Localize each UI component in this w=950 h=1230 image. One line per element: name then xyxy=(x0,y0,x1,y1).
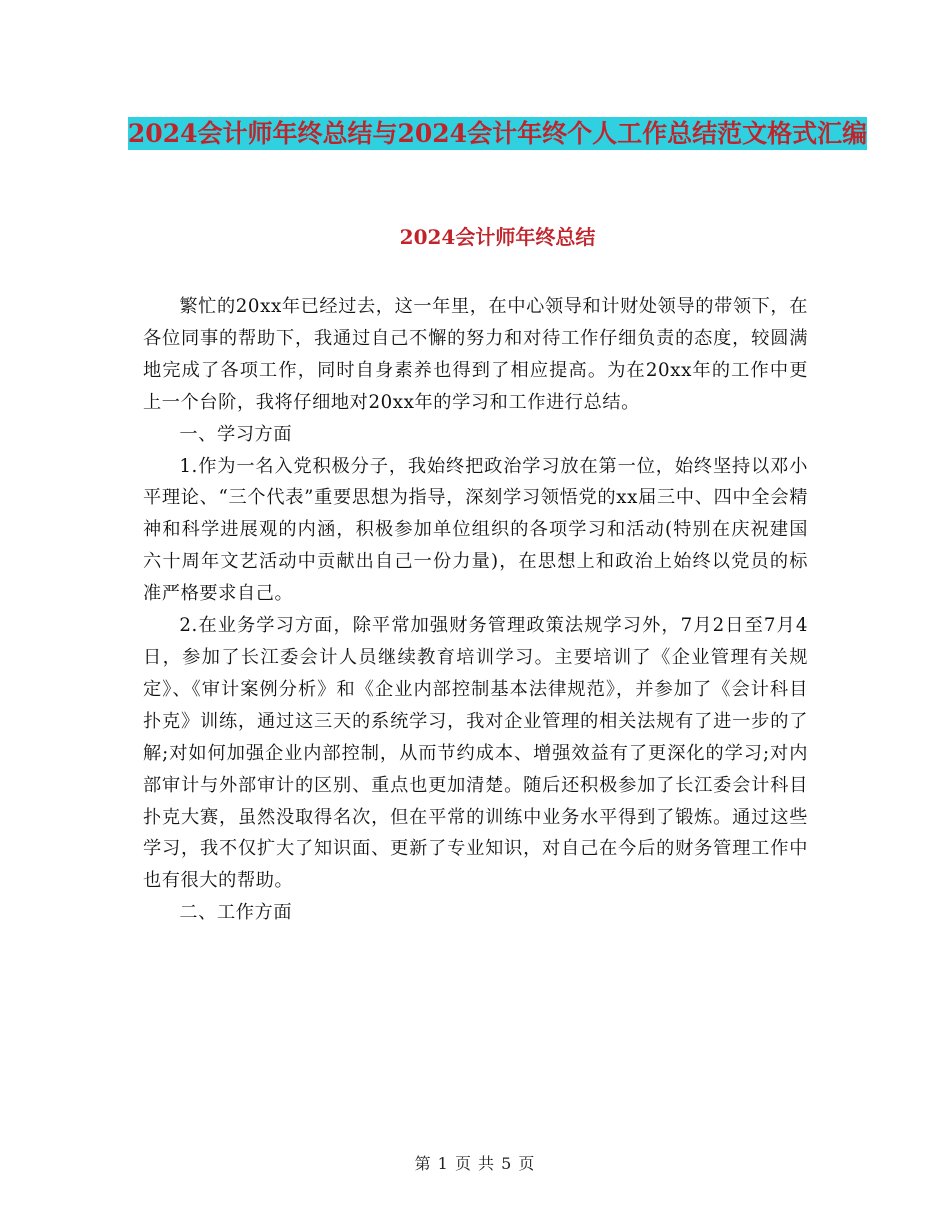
paragraph-study-1: 1.作为一名入党积极分子，我始终把政治学习放在第一位，始终坚持以邓小平理论、“三个代表”重要思想为指导，深刻学习领悟党的xx届三中、四中全会精神和科学进展观的内涵，积极参加单位组织的各项学习和活动(特别在庆祝建国六十周年文艺活动中贡献出自己一份力量)，在思想上和政治上始终以党员的标准严格要求自己。 xyxy=(143,455,808,605)
paragraph-study-2: 2.在业务学习方面，除平常加强财务管理政策法规学习外，7月2日至7月4日，参加了长江委会计人员继续教育培训学习。主要培训了《企业管理有关规定》、《审计案例分析》和《企业内部控制基本法律规范》，并参加了《会计科目扑克》训练，通过这三天的系统学习，我对企业管理的相关法规有了进一步的了解;对如何加强企业内部控制，从而节约成本、增强效益有了更深化的学习;对内部审计与外部审计的区别、重点也更加清楚。随后还积极参加了长江委会计科目扑克大赛，虽然没取得名次，但在平常的训练中业务水平得到了锻炼。通过这些学习，我不仅扩大了知识面、更新了专业知识，对自己在今后的财务管理工作中也有很大的帮助。 xyxy=(143,615,808,892)
heading-study: 一、学习方面 xyxy=(179,423,293,445)
document-title-highlight: 2024会计师年终总结与2024会计年终个人工作总结范文格式汇编 xyxy=(127,119,868,148)
section-title: 2024会计师年终总结 xyxy=(399,225,596,249)
paragraph-intro: 繁忙的20xx年已经过去，这一年里，在中心领导和计财处领导的带领下，在各位同事的帮助下，我通过自己不懈的努力和对待工作仔细负责的态度，较圆满地完成了各项工作，同时自身素养也得到了相应提高。为在20xx年的工作中更上一个台阶，我将仔细地对20xx年的学习和工作进行总结。 xyxy=(143,296,808,413)
document-title xyxy=(100,112,895,155)
heading-work: 二、工作方面 xyxy=(179,902,293,924)
document-body xyxy=(143,291,808,929)
page-footer: 第 1 页 共 5 页 xyxy=(414,1154,536,1173)
